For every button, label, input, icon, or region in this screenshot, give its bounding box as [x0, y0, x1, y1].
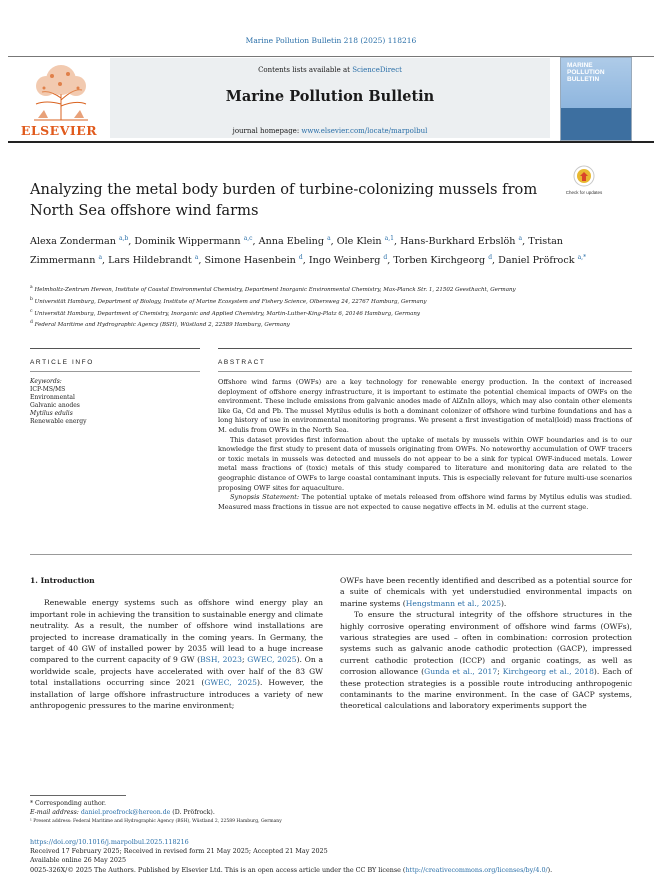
keyword[interactable]: Renewable energy — [30, 418, 87, 425]
license-link[interactable]: http://creativecommons.org/licenses/by/4.0/ — [405, 865, 548, 874]
author-list: Alexa Zonderman $^{a,b}$, Dominik Wippermann $^{a,c}$, Anna Ebeling $^a$, Ole Klein $^{a,1}$, Hans-Burkhard Erbslöh $^a$, Tristan Zimmermann $^a$, Lars Hildebrandt $^a$, Simone Hasenbein $^d$, Ingo Weinberg $^d$, Torben Kirchgeorg $^d$, Daniel Pröfrock $^{a,*}$ — [30, 235, 587, 267]
footnote-rule — [30, 795, 126, 796]
available-online: Available online 26 May 2025 — [30, 856, 127, 865]
divider — [218, 371, 632, 372]
author[interactable]: Dominik Wippermann $^{a,c}$ — [134, 235, 253, 248]
publisher-name: ELSEVIER — [20, 123, 98, 138]
email-note: E-mail address: daniel.proefrock@hereon.de (D. Pröfrock). — [30, 809, 215, 816]
author[interactable]: Lars Hildebrandt $^a$ — [108, 254, 199, 267]
divider — [30, 371, 200, 372]
body-paragraph: OWFs have been recently identified and described as a potential source for a suite of chemicals with yet understudied environmental impacts on marine systems (Hengstmann et al., 2025). — [340, 576, 632, 608]
keywords-block — [30, 378, 200, 426]
homepage-line: journal homepage: www.elsevier.com/locate/marpolbul — [232, 127, 428, 135]
sciencedirect-link[interactable]: ScienceDirect — [352, 66, 402, 74]
affiliation: $^a$ Helmholtz-Zentrum Hereon, Institute of Coastal Environmental Chemistry, Department Inorganic Environmental Chemistry, Max-Planck Str. 1, 21502 Geesthacht, Germany — [30, 285, 516, 293]
header-top-rule — [8, 56, 654, 57]
journal-reference[interactable]: Marine Pollution Bulletin 218 (2025) 118216 — [245, 36, 417, 45]
keyword[interactable]: Galvanic anodes — [30, 402, 80, 409]
article-info-heading: ARTICLE INFO — [30, 359, 94, 366]
journal-cover-image[interactable] — [560, 57, 632, 141]
citation-link[interactable]: BSH, 2023 — [200, 655, 242, 665]
abstract-heading: ABSTRACT — [218, 359, 266, 366]
affiliation: $^d$ Federal Maritime and Hydrographic Agency (BSH), Wüstland 2, 22589 Hamburg, Germany — [30, 320, 290, 329]
contents-line: Contents lists available at ScienceDirect — [258, 66, 402, 74]
homepage-link[interactable]: www.elsevier.com/locate/marpolbul — [301, 127, 428, 135]
present-address-note: ¹ Present address: Federal Maritime and Hydrographic Agency (BSH), Wüstland 2, 22589 Hamburg, Germany — [30, 819, 282, 824]
affiliations — [30, 283, 630, 330]
citation-link[interactable]: GWEC, 2025 — [247, 655, 297, 665]
body-paragraph: To ensure the structural integrity of the offshore structures in the highly corrosive operating environment of offshore wind farms (OWFs), various strategies are used – often in combination: corrosion protection systems such as galvanic anode cathodic protection (GACP), impressed current cathodic protection (ICCP) and organic coatings, as well as corrosion allowance (Gunda et al., 2017; Kirchgeorg et al., 2018). Each of these protection strategies is a possible route introducing anthropogenic contaminants to the marine environment. In the case of GACP systems, theoretical calculations and laboratory experiments support the — [340, 610, 632, 711]
header-bottom-rule — [8, 141, 654, 143]
affiliation: $^b$ Universität Hamburg, Department of Biology, Institute of Marine Ecosystem and Fishery Science, Olbersweg 24, 22767 Hamburg, Germany — [30, 296, 427, 305]
author[interactable]: Hans-Burkhard Erbslöh $^a$ — [400, 235, 523, 248]
author[interactable]: Torben Kirchgeorg $^d$ — [393, 254, 493, 267]
keyword[interactable]: Mytilus edulis — [30, 410, 73, 417]
citation-link[interactable]: Gunda et al., 2017 — [424, 667, 498, 677]
article-title: Analyzing the metal body burden of turbine-colonizing mussels from North Sea offshore wind farms — [30, 181, 538, 219]
abstract-paragraph: Offshore wind farms (OWFs) are a key technology for renewable energy production. In the context of increased deployment of offshore energy infrastructure, it is important to estimate the potential chemical impacts of OWFs on the environment. These include emissions from galvanic anodes made of AlZnIn alloys, which may also contain other elements like Ga, Cd and Pb. The mussel Mytilus edulis is both a dominant colonizer of offshore wind turbine foundations and has a long history of use in environmental monitoring programs. We present a first investigation of metal(loid) mass fractions of M. edulis from OWFs in the North Sea. — [218, 378, 632, 434]
body-paragraph: Renewable energy systems such as offshore wind energy play an important role in achieving the transition to sustainable energy and climate neutrality. As a result, the number of offshore wind installations are projected to increase dramatically in the coming years. In Germany, the target of 40 GW of installed power by 2035 will lead to a huge increase compared to the current capacity of 9 GW (BSH, 2023; GWEC, 2025). On a worldwide scale, projects have accelerated with over half of the 83 GW total installations occurring since 2021 (GWEC, 2025). However, the installation of large offshore infrastructure introduces a variety of new anthropogenic pressures to the marine environment; — [30, 598, 324, 711]
body-column-right — [340, 575, 632, 712]
section-heading: 1. Introduction — [30, 576, 95, 585]
abstract-body — [218, 378, 632, 512]
citation-link[interactable]: GWEC, 2025 — [204, 678, 258, 688]
citation-link[interactable]: Kirchgeorg et al., 2018 — [502, 667, 594, 677]
synopsis-statement: Synopsis Statement: The potential uptake of metals released from offshore wind farms by Mytilus edulis was studied. Measured mass fractions in tissue are not expected to cause negative effects in M. edulis at the current stage. — [218, 493, 633, 511]
divider — [218, 348, 632, 349]
received-dates: Received 17 February 2025; Received in revised form 21 May 2025; Accepted 21 May 2025 — [30, 847, 328, 856]
corresponding-author-note: * Corresponding author. — [30, 800, 106, 807]
keyword[interactable]: ICP-MS/MS — [30, 386, 66, 393]
author[interactable]: Ingo Weinberg $^d$ — [308, 254, 388, 267]
cover-sea — [561, 108, 631, 140]
check-for-updates-icon[interactable] — [562, 164, 606, 208]
keywords-label: Keywords: — [30, 378, 62, 385]
publication-info — [30, 838, 650, 875]
body-column-left — [30, 575, 323, 711]
author[interactable]: Alexa Zonderman $^{a,b}$ — [30, 235, 129, 248]
author[interactable]: Simone Hasenbein $^d$ — [204, 254, 303, 267]
license-line: 0025-326X/© 2025 The Authors. Published by Elsevier Ltd. This is an open access article under the CC BY license (http://creativecommons.org/licenses/by/4.0/). — [30, 865, 553, 874]
author[interactable]: Daniel Pröfrock $^{a,*}$ — [498, 254, 587, 267]
divider — [30, 348, 200, 349]
affiliation: $^c$ Universität Hamburg, Department of Chemistry, Inorganic and Applied Chemistry, Martin-Luther-King-Platz 6, 20146 Hamburg, Germany — [30, 308, 421, 317]
check-for-updates-label[interactable]: Check for updates — [565, 190, 603, 195]
footnotes — [30, 799, 630, 826]
divider — [30, 554, 632, 555]
author[interactable]: Anna Ebeling $^a$ — [258, 235, 331, 248]
author[interactable]: Tristan Zimmermann $^a$ — [30, 236, 563, 267]
doi-link[interactable]: https://doi.org/10.1016/j.marpolbul.2025.118216 — [30, 838, 189, 846]
journal-name: Marine Pollution Bulletin — [225, 88, 435, 105]
citation-link[interactable]: Hengstmann et al., 2025 — [405, 598, 501, 608]
keyword[interactable]: Environmental — [30, 394, 75, 401]
abstract-paragraph: This dataset provides first information about the uptake of metals by mussels within OWF boundaries and is to our knowledge the first study to present data of mussels originating from OWFs. No noteworthy accumulation of OWF tracers or toxic metals in mussels was detected and mussels do not appear to be a sink for typical OWF-induced metals. Lower metal mass fractions of (toxic) metals of this study compared to literature and monitoring data are related to the geographic distance of OWFs to large coastal contaminant inputs. This is especially relevant for future multi-use scenarios proposing OWF sites for aquaculture. — [218, 435, 632, 492]
author[interactable]: Ole Klein $^{a,1}$ — [336, 235, 394, 248]
email-link[interactable]: daniel.proefrock@hereon.de — [80, 809, 171, 816]
cover-title: MARINE POLLUTION BULLETIN — [567, 62, 605, 83]
